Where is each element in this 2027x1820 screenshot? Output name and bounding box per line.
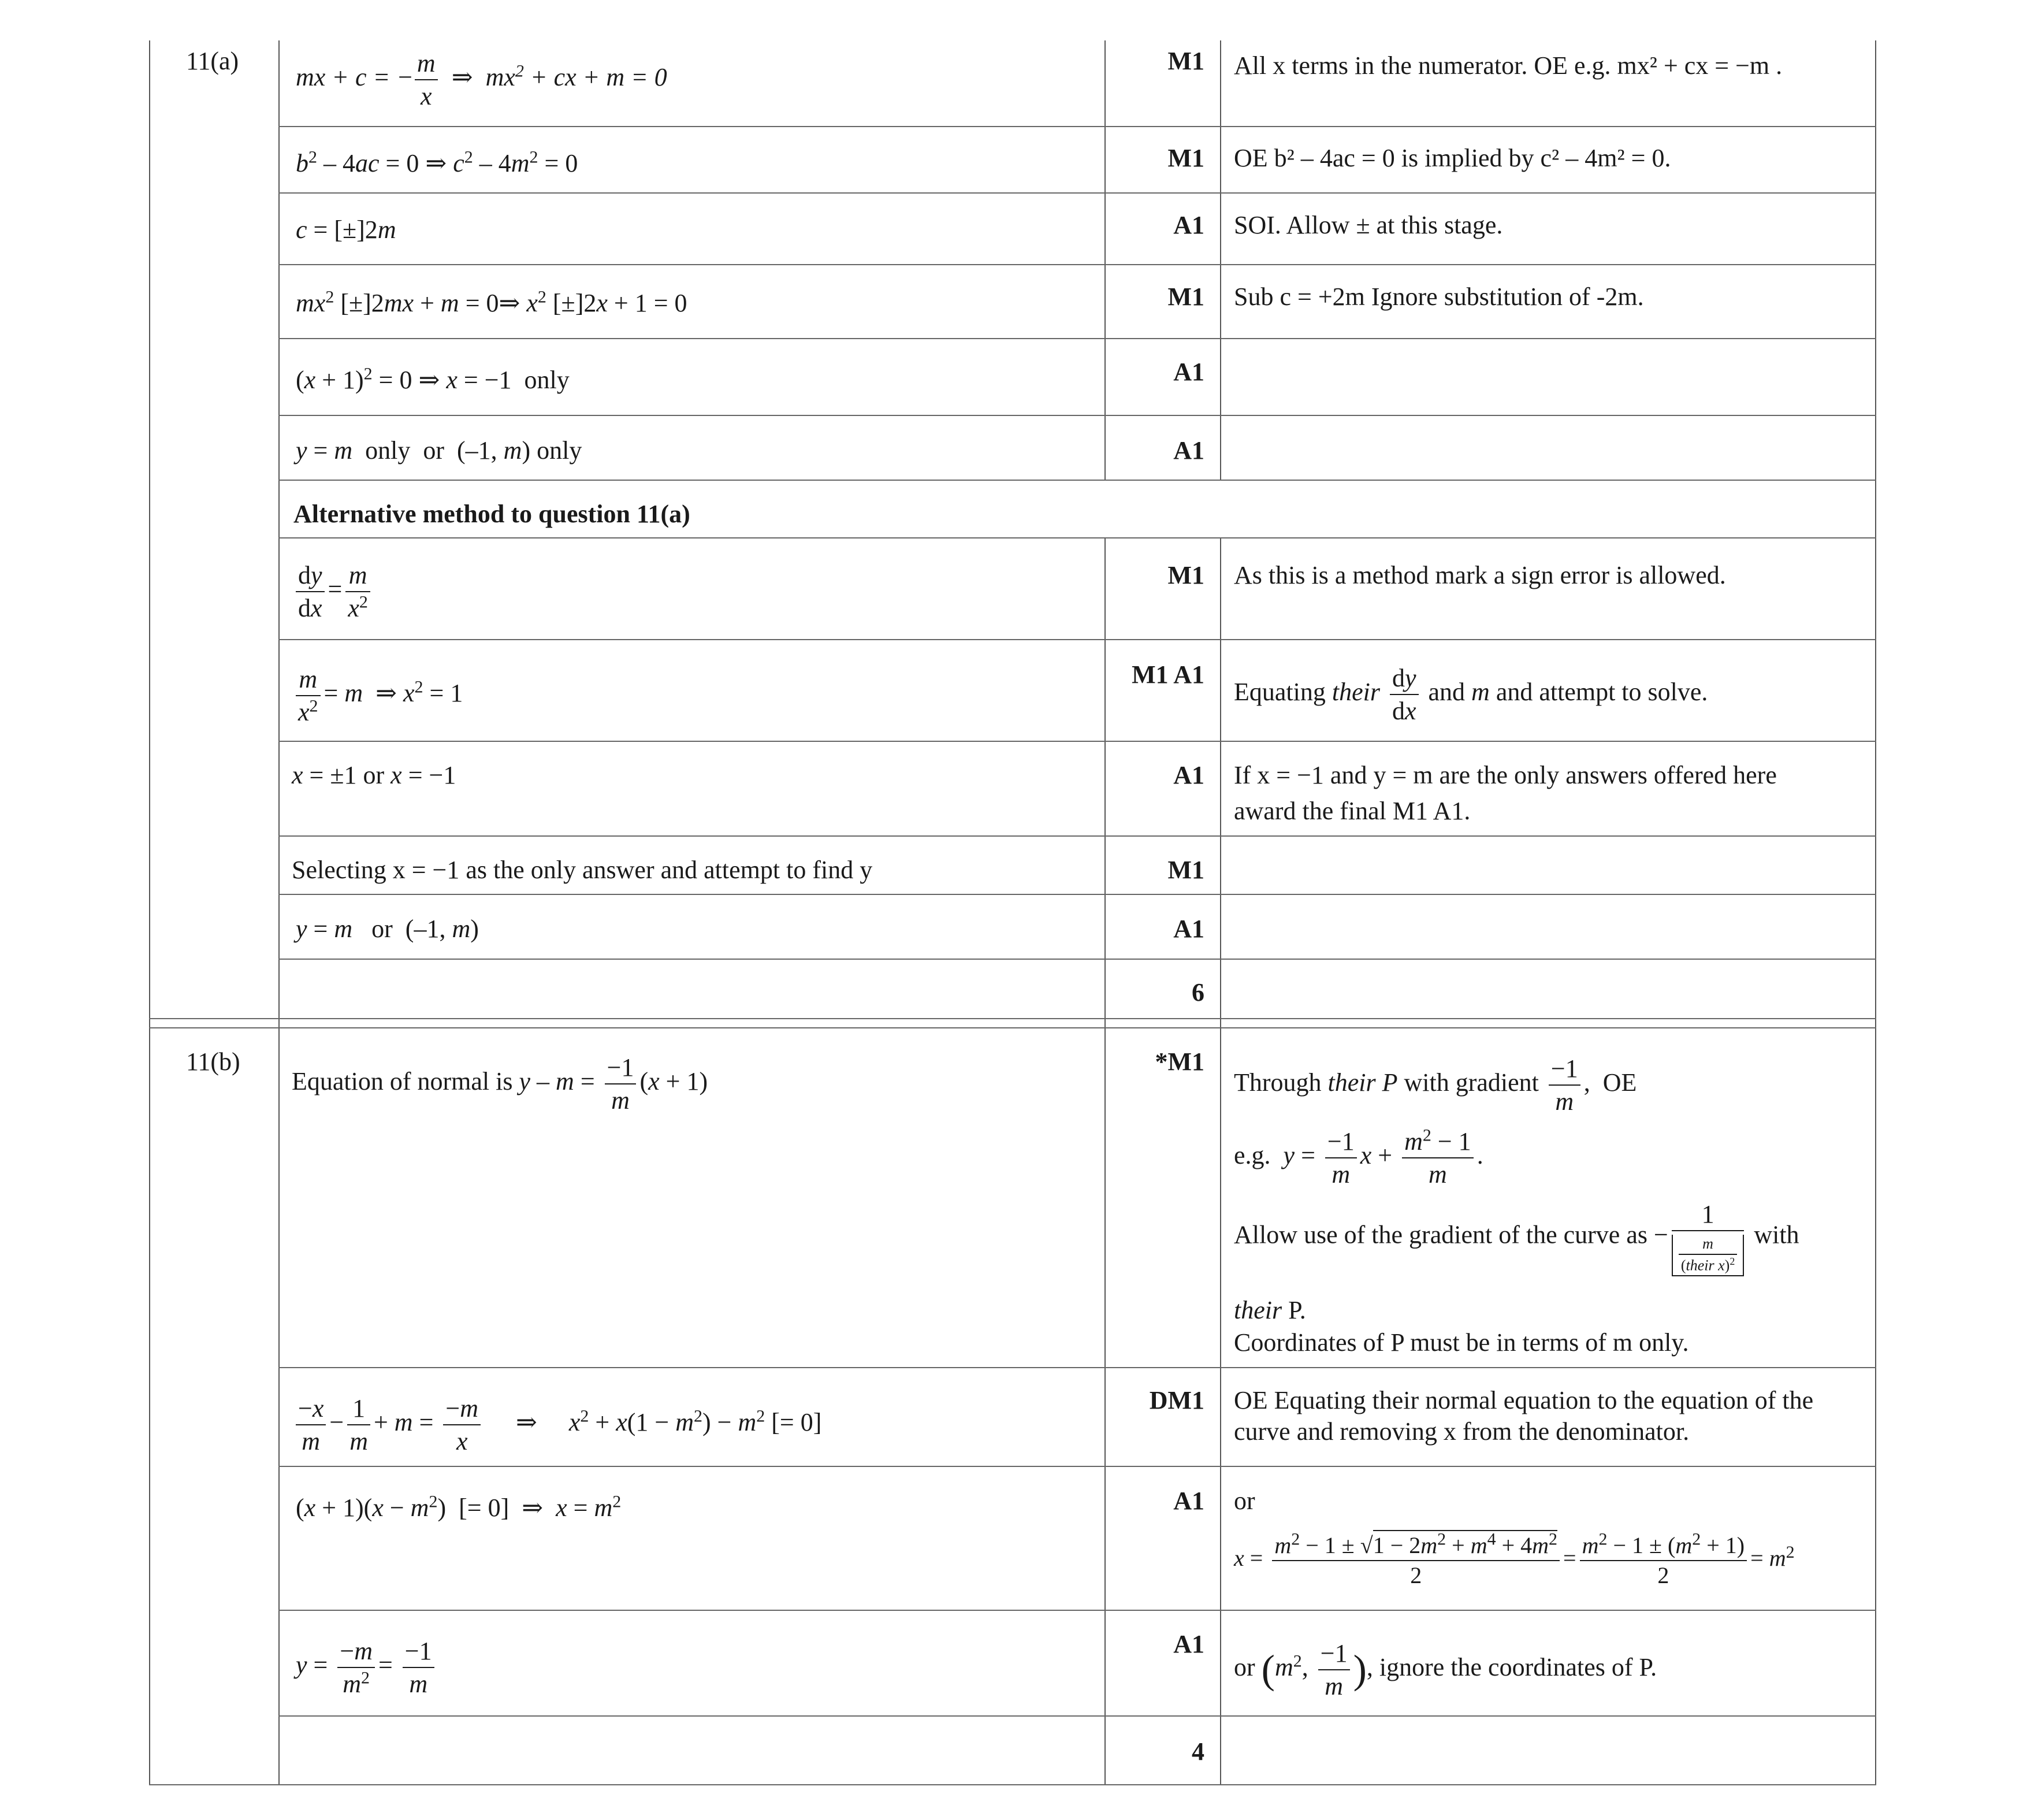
mark-b1: *M1 <box>1155 1048 1204 1076</box>
mark-a1: M1 <box>1167 47 1204 75</box>
guidance-b1-line1: Through their P with gradient $\frac{-1}{m}$ , OE <box>1234 1053 1637 1117</box>
mark-alt3: A1 <box>1173 761 1204 789</box>
answer-a5: $(x + 1)^2 = 0$ ⇒ x = −1 only <box>296 364 570 394</box>
guidance-b1-line2: e.g. y = $\frac{-1}{m}$ x + $\frac{m^2 - 1}{m}$ . <box>1234 1126 1483 1188</box>
answer-alt1: $\frac{dy}{dx}$ = $\frac{m}{x^2}$ <box>296 559 374 624</box>
mark-alt1: M1 <box>1167 561 1204 589</box>
guidance-alt1: As this is a method mark a sign error is allowed. <box>1234 561 1726 589</box>
answer-alt4: Selecting x = −1 as the only answer and attempt to find y <box>292 856 873 884</box>
total-marks-a: 6 <box>1192 978 1204 1006</box>
guidance-alt2: Equating their $\frac{dy}{dx}$ and m and attempt to solve. <box>1234 662 1708 727</box>
mark-a3: A1 <box>1173 211 1204 239</box>
guidance-b4-text: , ignore the coordinates of P. <box>1366 1653 1657 1682</box>
mark-a4: M1 <box>1167 283 1204 311</box>
guidance-alt3-line2: award the final M1 A1. <box>1234 797 1471 825</box>
guidance-b3-or: or <box>1234 1487 1255 1515</box>
mark-a5: A1 <box>1173 358 1204 386</box>
answer-alt5: y = m or (–1, m) <box>296 915 479 943</box>
mark-a6: A1 <box>1173 436 1204 465</box>
mark-alt2: M1 A1 <box>1132 660 1204 689</box>
guidance-a1: All x terms in the numerator. OE e.g. mx² + cx = −m . <box>1234 51 1783 80</box>
guidance-b2-line2: curve and removing x from the denominator. <box>1234 1417 1690 1446</box>
guidance-b3-formula: x = $\frac{m^2 - 1 \pm √1 - 2m^2 + m^4 + 4m^2}{2}$ = $\frac{m^2 - 1 \pm (m^2 + 1)}{2}$ = $m^2$ <box>1234 1529 1795 1588</box>
alternative-method-heading: Alternative method to question 11(a) <box>293 500 690 528</box>
answer-b4: y = $\frac{-m}{m^2}$ = $\frac{-1}{m}$ <box>296 1635 438 1700</box>
guidance-a4: Sub c = +2m Ignore substitution of -2m. <box>1234 283 1644 311</box>
answer-alt2: $\frac{m}{x^2}$ = m ⇒ $x^2 = 1$ <box>296 663 463 728</box>
answer-b2: $\frac{-x}{m}$ − $\frac{1}{m}$ + m = $\frac{-m}{x}$ ⇒ $x^2 + x(1 - m^2) - m^2$ [= 0] <box>296 1392 821 1457</box>
guidance-b2-line1: OE Equating their normal equation to the equation of the <box>1234 1386 1814 1414</box>
answer-a4: $mx^2$ [±]2mx + m = 0⇒ $x^2$ [±]2x + 1 = 0 <box>296 287 687 317</box>
answer-a1: mx + c = − $\frac{m}{x}$ ⇒ $mx^2$ + cx + m = 0 <box>296 47 667 112</box>
guidance-b1-line3: Allow use of the gradient of the curve as − $\frac{1}{\frac{m}{(their x)^2}}$ with <box>1234 1198 1799 1276</box>
mark-b2: DM1 <box>1149 1386 1204 1414</box>
answer-a6: y = m only or (–1, m) only <box>296 436 582 465</box>
mark-alt4: M1 <box>1167 856 1204 884</box>
answer-a3: c = [±]2m <box>296 216 396 244</box>
guidance-b1-line5: Coordinates of P must be in terms of m only. <box>1234 1328 1689 1357</box>
mark-alt5: A1 <box>1173 915 1204 943</box>
answer-b1: Equation of normal is y – m = $\frac{-1}{m}$ (x + 1) <box>292 1052 708 1116</box>
total-marks-b: 4 <box>1192 1737 1204 1766</box>
answer-b3: $(x + 1)(x - m^2)$ [= 0] ⇒ $x = m^2$ <box>296 1492 622 1522</box>
guidance-a3: SOI. Allow ± at this stage. <box>1234 211 1503 239</box>
question-label-11b: 11(b) <box>186 1048 240 1076</box>
guidance-a2: OE b² – 4ac = 0 is implied by c² – 4m² = 0. <box>1234 144 1671 172</box>
answer-alt3: x = ±1 or x = −1 <box>292 761 456 789</box>
answer-a2: $b^2 - 4ac = 0$ ⇒ $c^2 - 4m^2 = 0$ <box>296 147 578 177</box>
question-label-11a: 11(a) <box>186 47 239 75</box>
mark-b3: A1 <box>1173 1487 1204 1515</box>
guidance-b1-line4: their P. <box>1234 1296 1306 1324</box>
mark-b4: A1 <box>1173 1630 1204 1658</box>
mark-a2: M1 <box>1167 144 1204 172</box>
guidance-b4: or ($m^2$, $\frac{-1}{m}$ ), ignore the coordinates of P. <box>1234 1637 1657 1702</box>
guidance-alt3-line1: If x = −1 and y = m are the only answers offered here <box>1234 761 1777 789</box>
answer-b1-prefix: Equation of normal is <box>292 1067 513 1096</box>
